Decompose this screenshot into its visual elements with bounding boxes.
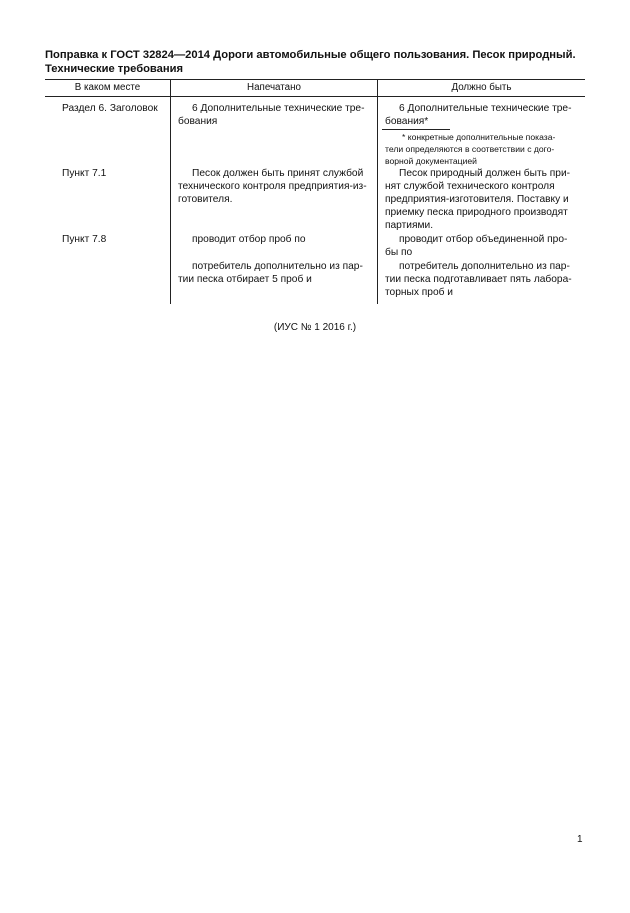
row3-correct-a-line-2: бы по (385, 247, 413, 258)
row2-printed-line-2: технического контроля предприятия-из- (178, 181, 367, 192)
row1-place: Раздел 6. Заголовок (62, 103, 158, 114)
row2-place: Пункт 7.1 (62, 168, 107, 179)
column-divider-2 (377, 80, 378, 304)
footnote-separator (382, 129, 450, 130)
row3-correct-b (385, 260, 583, 299)
row3-correct-b-line-3: торных проб и (385, 287, 453, 298)
row3-correct-b-line-1: потребитель дополнительно из пар- (399, 261, 570, 272)
source-reference: (ИУС № 1 2016 г.) (273, 322, 357, 333)
row3-correct-b-line-2: тии песка подготавливает пять лабора- (385, 274, 572, 285)
row1-correct (385, 102, 583, 128)
header-correct: Должно быть (451, 82, 512, 93)
header-divider (45, 96, 585, 97)
column-divider-1 (170, 80, 171, 304)
title-line-2: Технические требования (45, 63, 184, 75)
row3-printed-b-line-1: потребитель дополнительно из пар- (192, 261, 363, 272)
corrections-table (45, 79, 585, 304)
row2-correct-line-4: приемку песка природного производят (385, 207, 568, 218)
row1-printed-line-1: 6 Дополнительные технические тре- (192, 103, 365, 114)
row2-correct-line-2: нят службой технического контроля (385, 181, 555, 192)
row1-footnote-line-2: тели определяются в соответствии с дого- (385, 144, 555, 154)
row3-printed-b (178, 260, 374, 286)
row2-printed-line-1: Песок должен быть принят службой (192, 168, 364, 179)
document-title (45, 48, 590, 76)
row1-footnote (385, 131, 583, 167)
row2-printed-line-3: готовителя. (178, 194, 233, 205)
row3-printed-b-line-2: тии песка отбирает 5 проб и (178, 274, 312, 285)
row3-place: Пункт 7.8 (62, 234, 107, 245)
page-number: 1 (577, 834, 583, 845)
header-printed: Напечатано (247, 82, 301, 93)
row1-printed-line-2: бования (178, 116, 218, 127)
row1-correct-line-2: бования* (385, 116, 429, 127)
row2-printed (178, 167, 374, 206)
row2-correct-line-5: партиями. (385, 220, 434, 231)
row2-correct-line-3: предприятия-изготовителя. Поставку и (385, 194, 569, 205)
row3-correct-a (385, 233, 583, 259)
row1-printed (178, 102, 374, 128)
header-place: В каком месте (74, 82, 141, 93)
row2-correct (385, 167, 583, 232)
row1-footnote-line-1: * конкретные дополнительные показа- (402, 132, 556, 142)
row2-correct-line-1: Песок природный должен быть при- (399, 168, 571, 179)
row3-correct-a-line-1: проводит отбор объединенной про- (399, 234, 568, 245)
title-line-1: Поправка к ГОСТ 32824—2014 Дороги автомобильные общего пользования. Песок природный. (45, 49, 576, 61)
row3-printed-a (178, 233, 374, 246)
row3-printed-a-line-1: проводит отбор проб по (192, 234, 306, 245)
row1-footnote-line-3: ворной документацией (385, 156, 477, 166)
row1-correct-line-1: 6 Дополнительные технические тре- (399, 103, 572, 114)
